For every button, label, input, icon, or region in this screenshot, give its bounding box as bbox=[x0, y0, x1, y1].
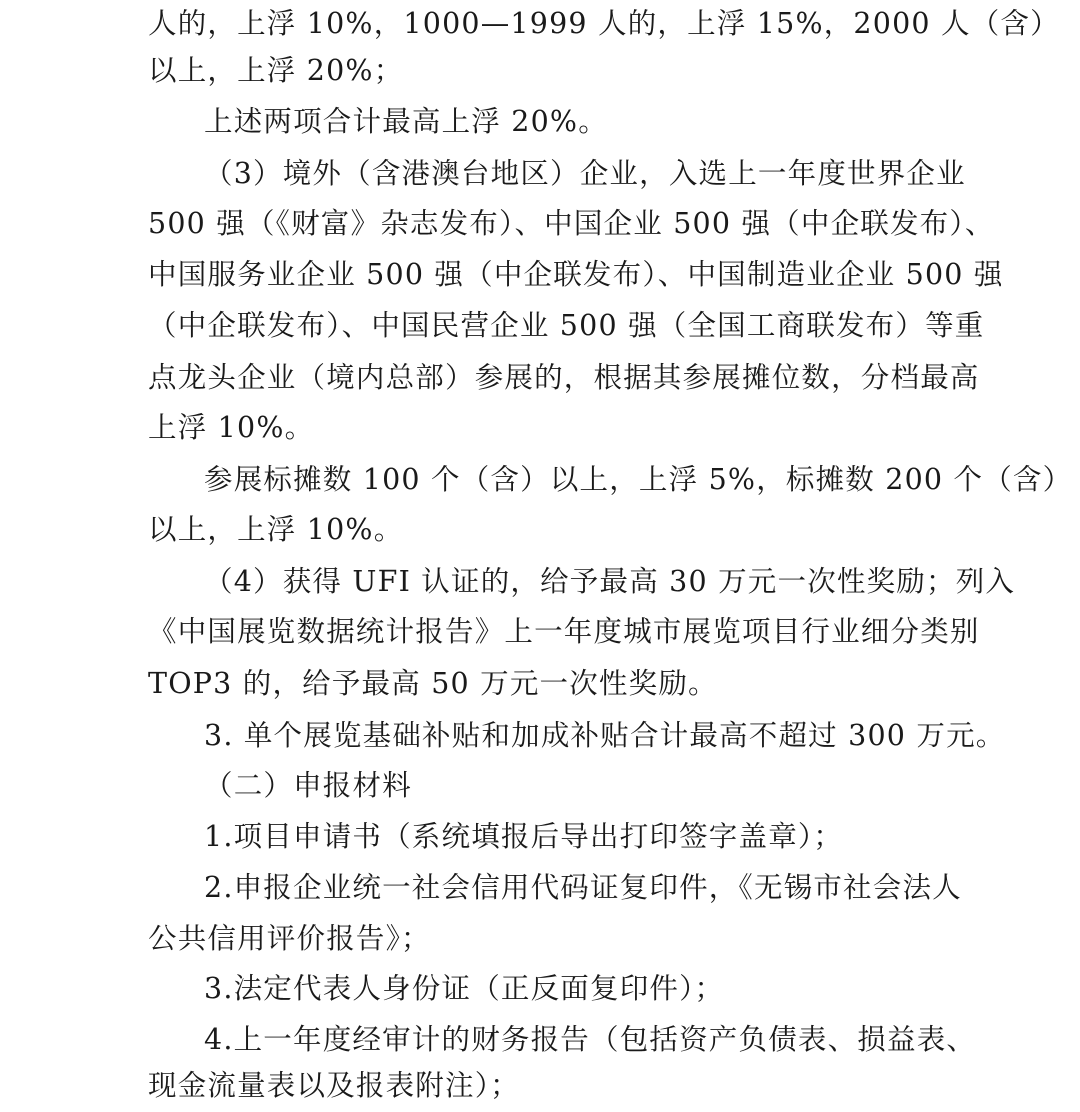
text-line: 参展标摊数 100 个（含）以上，上浮 5%，标摊数 200 个（含） bbox=[204, 463, 1073, 496]
text-line: 上浮 10%。 bbox=[148, 411, 315, 444]
text-line: TOP3 的，给予最高 50 万元一次性奖励。 bbox=[148, 667, 718, 700]
text-line: 2.申报企业统一社会信用代码证复印件，《无锡市社会法人 bbox=[204, 871, 962, 904]
text-line: 4.上一年度经审计的财务报告（包括资产负债表、损益表、 bbox=[204, 1023, 977, 1056]
text-line: 以上，上浮 20%； bbox=[148, 54, 404, 87]
text-line: 3.法定代表人身份证（正反面复印件）； bbox=[204, 972, 725, 1005]
section-heading: （二）申报材料 bbox=[204, 769, 412, 802]
text-line: 500 强（《财富》杂志发布）、中国企业 500 强（中企联发布）、 bbox=[148, 207, 995, 240]
text-line: （3）境外（含港澳台地区）企业，入选上一年度世界企业 bbox=[204, 157, 966, 190]
text-line: 上述两项合计最高上浮 20%。 bbox=[204, 105, 608, 138]
text-line: 以上，上浮 10%。 bbox=[148, 513, 404, 546]
text-line: 点龙头企业（境内总部）参展的，根据其参展摊位数，分档最高 bbox=[148, 361, 980, 394]
text-line: 中国服务业企业 500 强（中企联发布）、中国制造业企业 500 强 bbox=[148, 258, 1004, 291]
text-line: 《中国展览数据统计报告》上一年度城市展览项目行业细分类别 bbox=[148, 615, 980, 648]
text-line: 1.项目申请书（系统填报后导出打印签字盖章）； bbox=[204, 820, 844, 853]
text-line: 3. 单个展览基础补贴和加成补贴合计最高不超过 300 万元。 bbox=[204, 719, 1006, 752]
text-line: （中企联发布）、中国民营企业 500 强（全国工商联发布）等重 bbox=[148, 309, 985, 342]
text-line: 公共信用评价报告》； bbox=[148, 922, 431, 955]
text-line: 人的，上浮 10%，1000—1999 人的，上浮 15%，2000 人（含） bbox=[148, 7, 1060, 40]
text-line: （4）获得 UFI 认证的，给予最高 30 万元一次性奖励；列入 bbox=[204, 565, 1016, 598]
text-line: 现金流量表以及报表附注）； bbox=[148, 1069, 520, 1102]
